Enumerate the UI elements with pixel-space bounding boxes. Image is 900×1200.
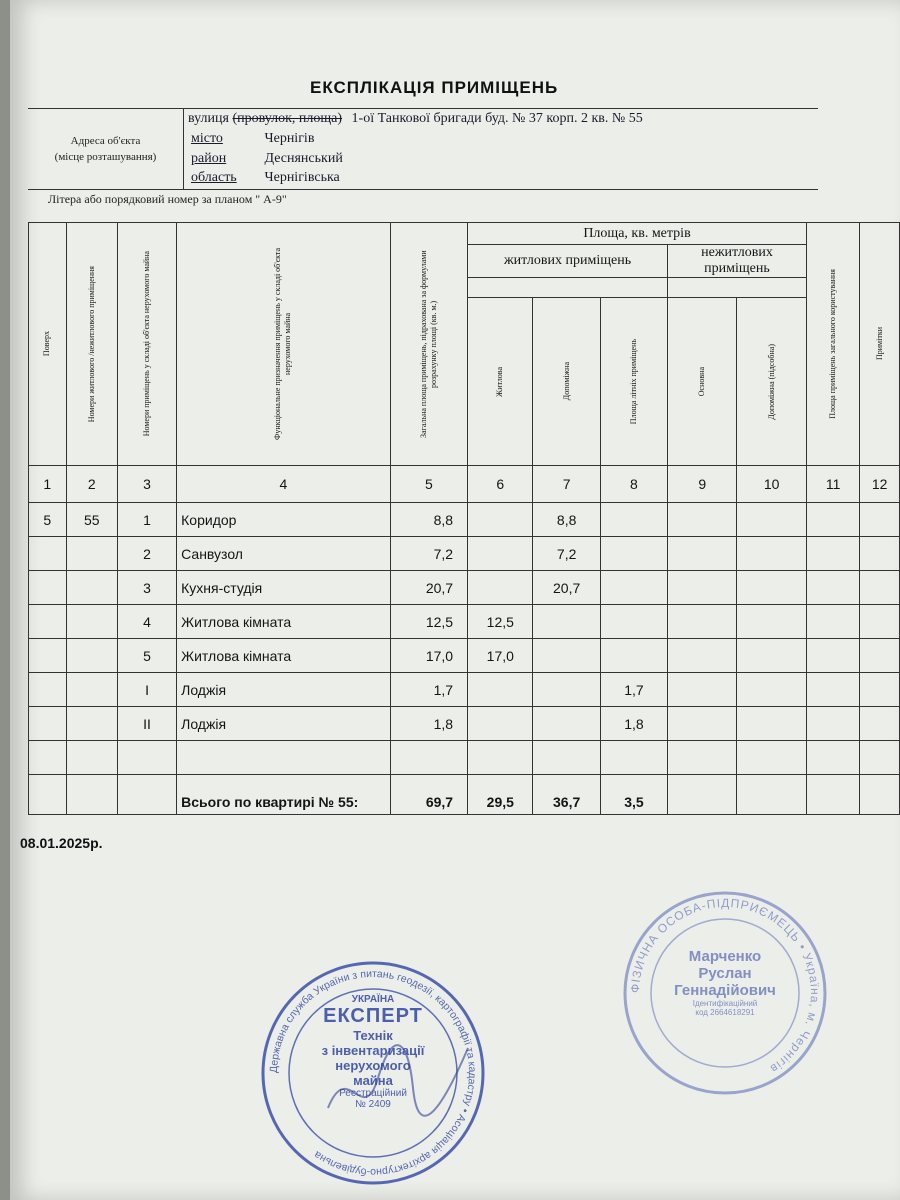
region-key: область (191, 170, 237, 185)
cell-name: Лоджія (177, 673, 391, 707)
colnum: 9 (668, 466, 737, 503)
address-sublabel: (місце розташування) (54, 151, 157, 163)
cell-room: I (117, 673, 176, 707)
entrepreneur-stamp (620, 888, 830, 1098)
svg-text:ФІЗИЧНА ОСОБА-ПІДПРИЄМЕЦЬ • Ук: ФІЗИЧНА ОСОБА-ПІДПРИЄМЕЦЬ • Україна, м. Чернігів (627, 895, 823, 1077)
cell-room: II (117, 707, 176, 741)
colnum: 3 (117, 466, 176, 503)
district-value: Деснянський (264, 151, 343, 166)
cell-name: Коридор (177, 503, 391, 537)
total-summer: 3,5 (600, 775, 667, 815)
liter-line: Літера або порядковий номер за планом " А-9" (48, 192, 287, 206)
total-label: Всього по квартирі № 55: (177, 775, 391, 815)
cell-name: Житлова кімната (177, 605, 391, 639)
address-street-row (188, 111, 643, 127)
table-row (29, 707, 900, 741)
address-label-cell (28, 109, 184, 189)
colnum: 10 (737, 466, 806, 503)
cell-room: 2 (117, 537, 176, 571)
cell-floor (29, 537, 67, 571)
street-key: вулиця (188, 111, 229, 126)
cell-summer (600, 639, 667, 673)
column-number-row (29, 466, 900, 503)
cell-name: Кухня-студія (177, 571, 391, 605)
street-value: 1-ої Танкової бригади буд. № 37 корп. 2 кв. № 55 (351, 111, 643, 126)
colnum: 6 (468, 466, 533, 503)
cell-aux (533, 673, 600, 707)
cell-name: Лоджія (177, 707, 391, 741)
city-key: місто (191, 131, 223, 146)
header-main: Основна (668, 298, 737, 466)
cell-summer (600, 605, 667, 639)
cell-total: 7,2 (390, 537, 467, 571)
address-city-row (191, 131, 314, 147)
cell-aux (533, 639, 600, 673)
table-row (29, 639, 900, 673)
total-aux: 36,7 (533, 775, 600, 815)
stamp-line4: майна (353, 1073, 393, 1088)
cell-living (468, 673, 533, 707)
header-floor: Поверх (29, 223, 67, 466)
cell-aux: 20,7 (533, 571, 600, 605)
header-auxiliary: Допоміжна (533, 298, 600, 466)
cell-living (468, 707, 533, 741)
cell-room: 3 (117, 571, 176, 605)
cell-name: Санвузол (177, 537, 391, 571)
region-value: Чернігівська (264, 170, 340, 185)
cell-summer (600, 537, 667, 571)
district-key: район (191, 151, 227, 166)
document-title: ЕКСПЛІКАЦІЯ ПРИМІЩЕНЬ (310, 78, 559, 97)
cell-summer: 1,8 (600, 707, 667, 741)
document-page (10, 0, 900, 1200)
cell-aux (533, 707, 600, 741)
city-value: Чернігів (264, 131, 315, 146)
cell-floor (29, 639, 67, 673)
table-row (29, 605, 900, 639)
cell-aux: 8,8 (533, 503, 600, 537)
table-row (29, 503, 900, 537)
address-block (28, 108, 818, 190)
street-key-struck: (провулок, площа) (232, 111, 343, 126)
colnum: 5 (390, 466, 467, 503)
header-purpose: Функціональне призначення приміщень у складі об'єкта нерухомого майна (177, 223, 391, 466)
explication-table (28, 222, 900, 815)
table-row (29, 537, 900, 571)
cell-total: 20,7 (390, 571, 467, 605)
cell-floor (29, 605, 67, 639)
colnum: 8 (600, 466, 667, 503)
expert-stamp (258, 958, 488, 1188)
ent-line3: Геннадійович (674, 982, 776, 999)
cell-total: 1,7 (390, 673, 467, 707)
colnum: 12 (860, 466, 900, 503)
ent-line5: код 2664618291 (695, 1008, 755, 1017)
document-date: 08.01.2025р. (20, 835, 103, 851)
address-label: Адреса об'єкта (70, 135, 141, 147)
cell-premise (66, 605, 117, 639)
header-common-use: Площа приміщень загального користування (806, 223, 859, 466)
cell-room: 1 (117, 503, 176, 537)
cell-living: 17,0 (468, 639, 533, 673)
cell-aux (533, 605, 600, 639)
header-nonresidential-group: нежитлових приміщень (668, 245, 807, 278)
cell-aux: 7,2 (533, 537, 600, 571)
total-row (29, 775, 900, 815)
colnum: 11 (806, 466, 859, 503)
address-district-row (191, 151, 343, 167)
stamp-reg-no: № 2409 (355, 1099, 391, 1110)
header-summer: Площа літніх приміщень (600, 298, 667, 466)
colnum: 2 (66, 466, 117, 503)
header-room-no: Номери приміщень у складі об'єкта нерухомого майна (117, 223, 176, 466)
total-area: 69,7 (390, 775, 467, 815)
ent-line4: Ідентифікаційний (692, 999, 758, 1008)
cell-total: 17,0 (390, 639, 467, 673)
cell-premise (66, 571, 117, 605)
header-area-group: Площа, кв. метрів (468, 223, 807, 245)
colnum: 7 (533, 466, 600, 503)
cell-living (468, 503, 533, 537)
cell-living (468, 571, 533, 605)
cell-premise (66, 673, 117, 707)
signature (318, 1018, 488, 1138)
ent-line2: Руслан (698, 965, 752, 982)
colnum: 4 (177, 466, 391, 503)
total-living: 29,5 (468, 775, 533, 815)
header-residential-group: житлових приміщень (468, 245, 668, 278)
cell-summer (600, 571, 667, 605)
colnum: 1 (29, 466, 67, 503)
cell-room: 5 (117, 639, 176, 673)
address-region-row (191, 170, 340, 186)
cell-total: 8,8 (390, 503, 467, 537)
cell-living: 12,5 (468, 605, 533, 639)
stamp-line1: Технік (353, 1028, 393, 1043)
cell-premise (66, 537, 117, 571)
header-premise-no: Номери житлового /нежитлового приміщення (66, 223, 117, 466)
table-row (29, 673, 900, 707)
cell-floor: 5 (29, 503, 67, 537)
header-total-area: Загальна площа приміщень, підрахована за формулами розрахунку площі (кв. м.) (390, 223, 467, 466)
stamp-title: ЕКСПЕРТ (323, 1005, 423, 1027)
cell-total: 12,5 (390, 605, 467, 639)
cell-premise: 55 (66, 503, 117, 537)
stamp-reg-label: Реєстраційний (339, 1088, 407, 1099)
table-row (29, 571, 900, 605)
cell-summer (600, 503, 667, 537)
table-row-empty (29, 741, 900, 775)
header-aux-utility: Допоміжна (підсобна) (737, 298, 806, 466)
svg-text:Державна служба України з пита: Державна служба України з питань геодезії, картографії та кадастру • Асоціація архітектурно-будівельна (267, 967, 479, 1179)
stamp-line3: нерухомого (335, 1058, 411, 1073)
cell-floor (29, 707, 67, 741)
cell-total: 1,8 (390, 707, 467, 741)
cell-floor (29, 673, 67, 707)
header-notes: Примітки (860, 223, 900, 466)
cell-room: 4 (117, 605, 176, 639)
cell-living (468, 537, 533, 571)
cell-summer: 1,7 (600, 673, 667, 707)
cell-premise (66, 707, 117, 741)
cell-name: Житлова кімната (177, 639, 391, 673)
ent-line1: Марченко (688, 948, 762, 965)
cell-floor (29, 571, 67, 605)
stamp-country: УКРАЇНА (351, 994, 395, 1005)
stamp-line2: з інвентаризації (321, 1043, 425, 1058)
cell-premise (66, 639, 117, 673)
header-living: Житлова (468, 298, 533, 466)
